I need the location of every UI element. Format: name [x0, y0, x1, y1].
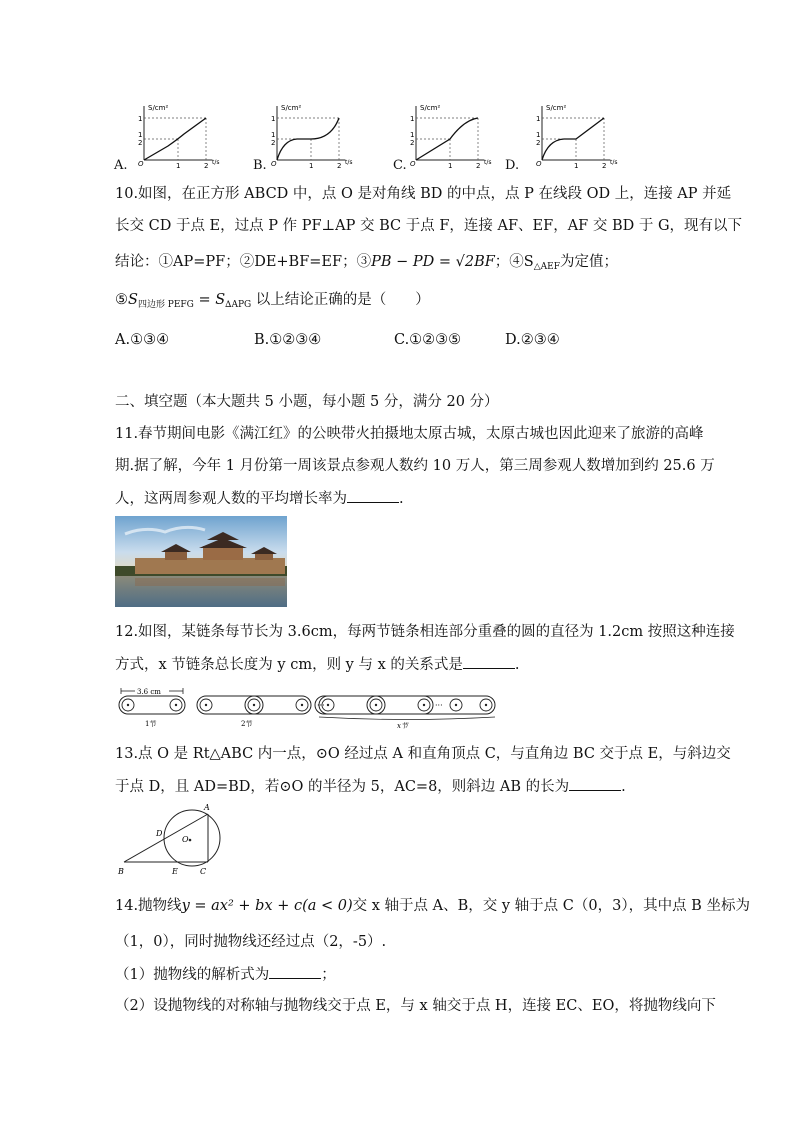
- svg-text:2: 2: [476, 162, 481, 170]
- svg-text:A: A: [204, 804, 210, 812]
- q13-line-1: 13.点 O 是 Rt△ABC 内一点，⊙O 经过点 A 和直角顶点 C，与直角边 BC 交于点 E，与斜边交: [115, 746, 731, 762]
- q14-answer-blank: [269, 964, 321, 979]
- q10-line-1: 10.如图，在正方形 ABCD 中，点 O 是对角线 BD 的中点，点 P 在线段 OD 上，连接 AP 并延: [115, 186, 732, 202]
- q10-option-d: D.②③④: [505, 332, 560, 348]
- svg-text:···: ···: [435, 701, 443, 710]
- svg-text:E: E: [172, 867, 178, 876]
- svg-text:O: O: [271, 160, 277, 168]
- svg-text:2: 2: [337, 162, 342, 170]
- q11-line-3: 人，这两周参观人数的平均增长率为 .: [115, 488, 404, 509]
- svg-text:2: 2: [204, 162, 209, 170]
- svg-text:O: O: [138, 160, 144, 168]
- svg-text:D: D: [156, 829, 163, 838]
- section-2-heading: 二、填空题（本大题共 5 小题，每小题 5 分，满分 20 分）: [115, 394, 499, 410]
- svg-text:t/s: t/s: [212, 159, 220, 166]
- svg-text:2: 2: [602, 162, 607, 170]
- city-wall-photo-svg: [115, 516, 287, 607]
- q10-option-b: B.①②③④: [254, 332, 322, 348]
- svg-text:S/cm²: S/cm²: [281, 104, 302, 112]
- q14-line-1: 14.抛物线y = ax² + bx + c(a < 0)交 x 轴于点 A、B，交 y 轴于点 C（0，3），其中点 B 坐标为: [115, 898, 750, 914]
- svg-text:2: 2: [536, 139, 541, 147]
- q12-chain-figure: [115, 684, 505, 734]
- q9-graph-a-svg: [114, 102, 224, 172]
- svg-text:O: O: [410, 160, 416, 168]
- q13-line-2: 于点 D，且 AD=BD，若⊙O 的半径为 5，AC=8，则斜边 AB 的长为 .: [115, 776, 626, 797]
- svg-text:t/s: t/s: [345, 159, 353, 166]
- q9-graph-a: [114, 102, 224, 176]
- q10-line-4: $⑤S_{四边形 PEFG} = S_{\Delta APG}$ 以上结论正确的是（ ）: [115, 292, 430, 310]
- svg-text:2: 2: [138, 139, 143, 147]
- q9-option-b-label: B.: [253, 158, 267, 173]
- q13-circle-figure: [114, 804, 244, 880]
- svg-text:2: 2: [271, 139, 276, 147]
- svg-text:1: 1: [138, 131, 143, 139]
- svg-text:t/s: t/s: [484, 159, 492, 166]
- svg-text:S/cm²: S/cm²: [420, 104, 441, 112]
- svg-text:3.6 cm: 3.6 cm: [137, 688, 161, 696]
- svg-text:S/cm²: S/cm²: [148, 104, 169, 112]
- q11-answer-blank: [347, 488, 399, 503]
- svg-text:1: 1: [271, 115, 276, 123]
- svg-text:···: ···: [317, 701, 325, 710]
- q14-line-4: （2）设抛物线的对称轴与抛物线交于点 E，与 x 轴交于点 H，连接 EC、EO，将抛物线向下: [115, 998, 716, 1014]
- svg-text:C: C: [200, 867, 207, 876]
- svg-text:B: B: [118, 867, 124, 876]
- svg-text:1: 1: [536, 115, 541, 123]
- q9-graph-d-svg: [512, 102, 622, 172]
- svg-text:2节: 2节: [241, 720, 253, 728]
- svg-text:1: 1: [309, 162, 314, 170]
- q12-line-1: 12.如图，某链条每节长为 3.6cm，每两节链条相连部分重叠的圆的直径为 1.2cm 按照这种连接: [115, 624, 735, 640]
- circle-figure-svg: [114, 804, 244, 876]
- q10-option-c: C.①②③⑤: [394, 332, 462, 348]
- q14-line-3: （1）抛物线的解析式为 ；: [115, 964, 336, 985]
- svg-text:x节: x节: [397, 722, 408, 730]
- svg-text:2: 2: [410, 139, 415, 147]
- svg-text:1: 1: [138, 115, 143, 123]
- q11-line-2: 期.据了解，今年 1 月份第一周该景点参观人数约 10 万人，第三周参观人数增加到约 25.6 万: [115, 458, 715, 474]
- q14-line-2: （1，0），同时抛物线还经过点（2，-5）.: [115, 934, 387, 950]
- svg-text:1: 1: [176, 162, 181, 170]
- svg-text:t/s: t/s: [610, 159, 618, 166]
- q9-option-c-label: C.: [393, 158, 407, 173]
- q11-line-1: 11.春节期间电影《满江红》的公映带火拍摄地太原古城，太原古城也因此迎来了旅游的高峰: [115, 426, 704, 442]
- svg-text:1节: 1节: [145, 720, 157, 728]
- svg-text:O: O: [182, 835, 189, 844]
- q11-city-wall-photo: [115, 516, 287, 607]
- q12-line-2: 方式，x 节链条总长度为 y cm，则 y 与 x 的关系式是 .: [115, 654, 519, 675]
- svg-text:S/cm²: S/cm²: [546, 104, 567, 112]
- svg-text:1: 1: [271, 131, 276, 139]
- q9-graph-d: [512, 102, 622, 176]
- chain-figure-svg: [115, 684, 505, 730]
- q9-option-a-label: A.: [114, 158, 128, 173]
- svg-text:1: 1: [574, 162, 579, 170]
- q10-line-3: 结论：①AP=PF；②DE+BF=EF；③PB − PD = √2BF；$④S_{\triangle AEF}$为定值；: [115, 254, 618, 272]
- svg-text:1: 1: [448, 162, 453, 170]
- q12-answer-blank: [463, 654, 515, 669]
- q10-line-2: 长交 CD 于点 E，过点 P 作 PF⊥AP 交 BC 于点 F，连接 AF、EF，AF 交 BD 于 G，现有以下: [115, 218, 743, 234]
- svg-text:1: 1: [410, 115, 415, 123]
- svg-text:1: 1: [410, 131, 415, 139]
- svg-text:O: O: [536, 160, 542, 168]
- svg-text:1: 1: [536, 131, 541, 139]
- q10-option-a: A.①③④: [115, 332, 170, 348]
- q13-answer-blank: [569, 776, 621, 791]
- q9-option-d-label: D.: [505, 158, 520, 173]
